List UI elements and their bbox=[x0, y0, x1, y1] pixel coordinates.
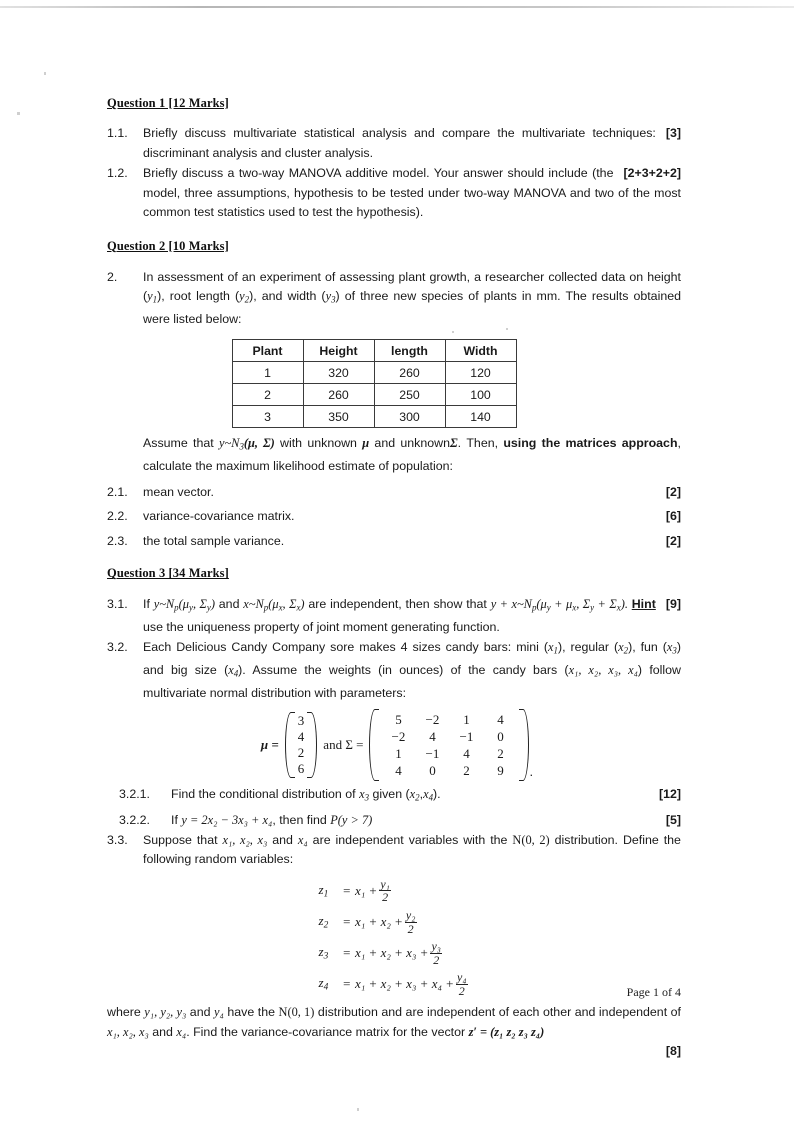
cell-width: 140 bbox=[445, 406, 516, 428]
mu-element: 6 bbox=[297, 761, 305, 777]
cell-plant: 2 bbox=[232, 384, 303, 406]
cell-height: 350 bbox=[303, 406, 374, 428]
z-lhs: $z_4$ bbox=[318, 975, 329, 994]
mu-element: 4 bbox=[297, 729, 305, 745]
column-header-width: Width bbox=[445, 340, 516, 362]
sigma-cell: −2 bbox=[425, 712, 440, 728]
scan-artifact-line bbox=[0, 6, 794, 8]
cell-height: 260 bbox=[303, 384, 374, 406]
sigma-cell: 0 bbox=[497, 729, 504, 745]
item-text: [2+3+2+2] Briefly discuss a two-way MANOVA additive model. Your answer should include (the model, three assumptions, hypothesis to be tested under two-way MANOVA and two of the most common test statistics used to test the hypothesis). bbox=[143, 166, 681, 219]
sigma-cell: 9 bbox=[497, 763, 504, 779]
item-3-2-2 bbox=[119, 811, 681, 831]
question-1-heading: Question 1 [12 Marks] bbox=[107, 96, 229, 110]
item-text: the total sample variance. [2] bbox=[143, 532, 681, 552]
item-text: [3] Briefly discuss multivariate statistical analysis and compare the multivariate techniques: discriminant analysis and cluster analysis. bbox=[143, 126, 681, 160]
question-2-heading: Question 2 [10 Marks] bbox=[107, 238, 229, 253]
plant-data-table-wrapper bbox=[107, 339, 681, 428]
sigma-cell: 5 bbox=[395, 712, 402, 728]
item-number: 1.2. bbox=[107, 166, 128, 180]
marks-badge: [12] bbox=[658, 787, 681, 802]
item-number: 2. bbox=[107, 269, 118, 284]
sigma-cell: 2 bbox=[463, 763, 470, 779]
item-3-2 bbox=[107, 638, 681, 703]
item-number: 3.2.2. bbox=[119, 813, 151, 828]
item-3-1 bbox=[107, 595, 681, 637]
table-row bbox=[232, 362, 516, 384]
cell-width: 120 bbox=[445, 362, 516, 384]
item-text: [9] If $y\sim N_p(\mu_y$, $\Sigma_y$) and $x\sim N_p(\mu_x$, $\Sigma_x$) are independent, then show that $y + x\sim N_p(\mu_y + \mu_x$, $\Sigma_y + \Sigma_x$). Hint use the uniqueness property of joint moment generating function. bbox=[143, 597, 681, 635]
z-lhs: $z_3$ bbox=[318, 944, 329, 962]
scan-speck bbox=[44, 72, 46, 75]
item-number: 1.1. bbox=[107, 126, 128, 140]
cell-length: 300 bbox=[374, 406, 445, 428]
paren-right bbox=[307, 712, 317, 778]
item-1-2 bbox=[107, 164, 681, 223]
scan-speck bbox=[17, 112, 20, 115]
cell-height: 320 bbox=[303, 362, 374, 384]
sigma-cell: −1 bbox=[459, 729, 474, 745]
parameters-equation bbox=[107, 709, 681, 781]
item-2-2 bbox=[107, 507, 681, 527]
z-lhs: $z_1$ bbox=[318, 882, 329, 900]
item-number: 3.3. bbox=[107, 832, 128, 847]
z-lhs: $z_2$ bbox=[318, 913, 329, 931]
cell-width: 100 bbox=[445, 384, 516, 406]
cell-plant: 3 bbox=[232, 406, 303, 428]
mu-element: 2 bbox=[297, 745, 305, 761]
table-row bbox=[232, 384, 516, 406]
marks-badge: [9] bbox=[665, 597, 681, 612]
marks-badge: [3] bbox=[665, 126, 681, 140]
z-definitions bbox=[107, 878, 681, 997]
item-1-1 bbox=[107, 124, 681, 163]
item-text: Suppose that x₁, x₂, x₃ and x₄ are independent variables with the N(0, 2) distribution. Define the following random variables: bbox=[143, 832, 681, 867]
marks-badge: [5] bbox=[665, 813, 681, 828]
item-text: If y = 2x₂ − 3x₃ + x₄, then find P(y > 7) [5] bbox=[171, 811, 681, 831]
sigma-cell: 4 bbox=[429, 729, 436, 745]
paren-left bbox=[285, 712, 295, 778]
marks-badge: [2+3+2+2] bbox=[623, 166, 681, 180]
column-header-height: Height bbox=[303, 340, 374, 362]
sigma-matrix bbox=[369, 709, 529, 781]
sigma-cell: 2 bbox=[497, 746, 504, 762]
cell-length: 260 bbox=[374, 362, 445, 384]
item-3-3 bbox=[107, 831, 681, 870]
cell-length: 250 bbox=[374, 384, 445, 406]
column-header-length: length bbox=[374, 340, 445, 362]
z-rhs: = x₁ + x₂ + x₃ + x₄ + $\frac{\text{y₄}}{2}$ bbox=[342, 970, 467, 998]
item-2-3 bbox=[107, 532, 681, 552]
item-number: 3.2.1. bbox=[119, 787, 151, 802]
item-number: 3.1. bbox=[107, 597, 128, 612]
item-number: 2.3. bbox=[107, 533, 128, 548]
mu-element: 3 bbox=[297, 713, 305, 729]
plant-data-table bbox=[232, 339, 517, 428]
sigma-cell: −2 bbox=[391, 729, 406, 745]
paren-right bbox=[519, 709, 529, 781]
item-text: mean vector. [2] bbox=[143, 483, 681, 503]
cell-plant: 1 bbox=[232, 362, 303, 384]
sigma-cell: 4 bbox=[395, 763, 402, 779]
and-sigma-label: and Σ = bbox=[323, 737, 364, 753]
z-rhs: = x₁ + x₂ + $\frac{\text{y₂}}{2}$ bbox=[342, 908, 416, 936]
item-number: 2.1. bbox=[107, 484, 128, 499]
sigma-cell: 4 bbox=[463, 746, 470, 762]
z-rhs: = x₁ + x₂ + x₃ + $\frac{\text{y₃}}{2}$ bbox=[342, 939, 441, 967]
scan-speck bbox=[357, 1108, 359, 1111]
table-header-row bbox=[232, 340, 516, 362]
item-number: 2.2. bbox=[107, 509, 128, 524]
item-text: In assessment of an experiment of assessing plant growth, a researcher collected data on height $(y_1)$, root length $(y_2)$, and width $(y_3)$ of three new species of plants in mm. The results obtained were listed below: bbox=[143, 269, 681, 326]
sigma-cell: 4 bbox=[497, 712, 504, 728]
marks-badge: [6] bbox=[665, 509, 681, 524]
paren-left bbox=[369, 709, 379, 781]
item-2-intro bbox=[107, 268, 681, 330]
item-text: Each Delicious Candy Company sore makes 4 sizes candy bars: mini $(x_1)$, regular $(x_2)$, fun $(x_3)$ and big size $(x_4)$. Assume the weights (in ounces) of the candy bars (x₁, x₂, x₃, x₄) follow multivariate normal distribution with parameters: bbox=[143, 639, 681, 700]
item-3-2-1 bbox=[119, 785, 681, 808]
closing-paragraph: where y₁, y₂, y₃ and y₄ have the N(0, 1) distribution and are independent of each other and independent of x₁, x₂, x₃ and x₄. Find the variance-covariance matrix for the vector z′ = (z₁ z₂ z₃ z₄) bbox=[107, 1005, 681, 1039]
item-2-1 bbox=[107, 483, 681, 503]
marks-badge: [8] bbox=[665, 1044, 681, 1059]
table-row bbox=[232, 406, 516, 428]
sigma-cell: 1 bbox=[395, 746, 402, 762]
hint-label: Hint bbox=[631, 597, 656, 612]
page-footer: Page 1 of 4 bbox=[626, 985, 681, 999]
sigma-cell: 1 bbox=[463, 712, 470, 728]
marks-badge: [2] bbox=[665, 484, 681, 499]
item-text: Find the conditional distribution of $x_3$ given $(x_2,x_4)$. [12] bbox=[171, 785, 681, 808]
sigma-cell: 0 bbox=[429, 763, 436, 779]
document-body bbox=[107, 96, 681, 1062]
column-header-plant: Plant bbox=[232, 340, 303, 362]
item-text: variance-covariance matrix. [6] bbox=[143, 507, 681, 527]
mu-label: μ = bbox=[260, 737, 279, 753]
trailing-period: . bbox=[529, 764, 534, 780]
marks-badge: [2] bbox=[665, 533, 681, 548]
mu-vector bbox=[285, 712, 318, 778]
z-rhs: = x₁ + $\frac{\text{y₁}}{2}$ bbox=[342, 876, 390, 905]
sigma-cell: −1 bbox=[425, 746, 440, 762]
assumption-paragraph: Assume that $y\sim N_3(\mu$, Σ) with unknown μ and unknownΣ. Then, using the matrices approach, calculate the maximum likelihood estimate of population: bbox=[143, 436, 681, 474]
item-number: 3.2. bbox=[107, 639, 128, 654]
question-3-heading: Question 3 [34 Marks] bbox=[107, 566, 229, 581]
